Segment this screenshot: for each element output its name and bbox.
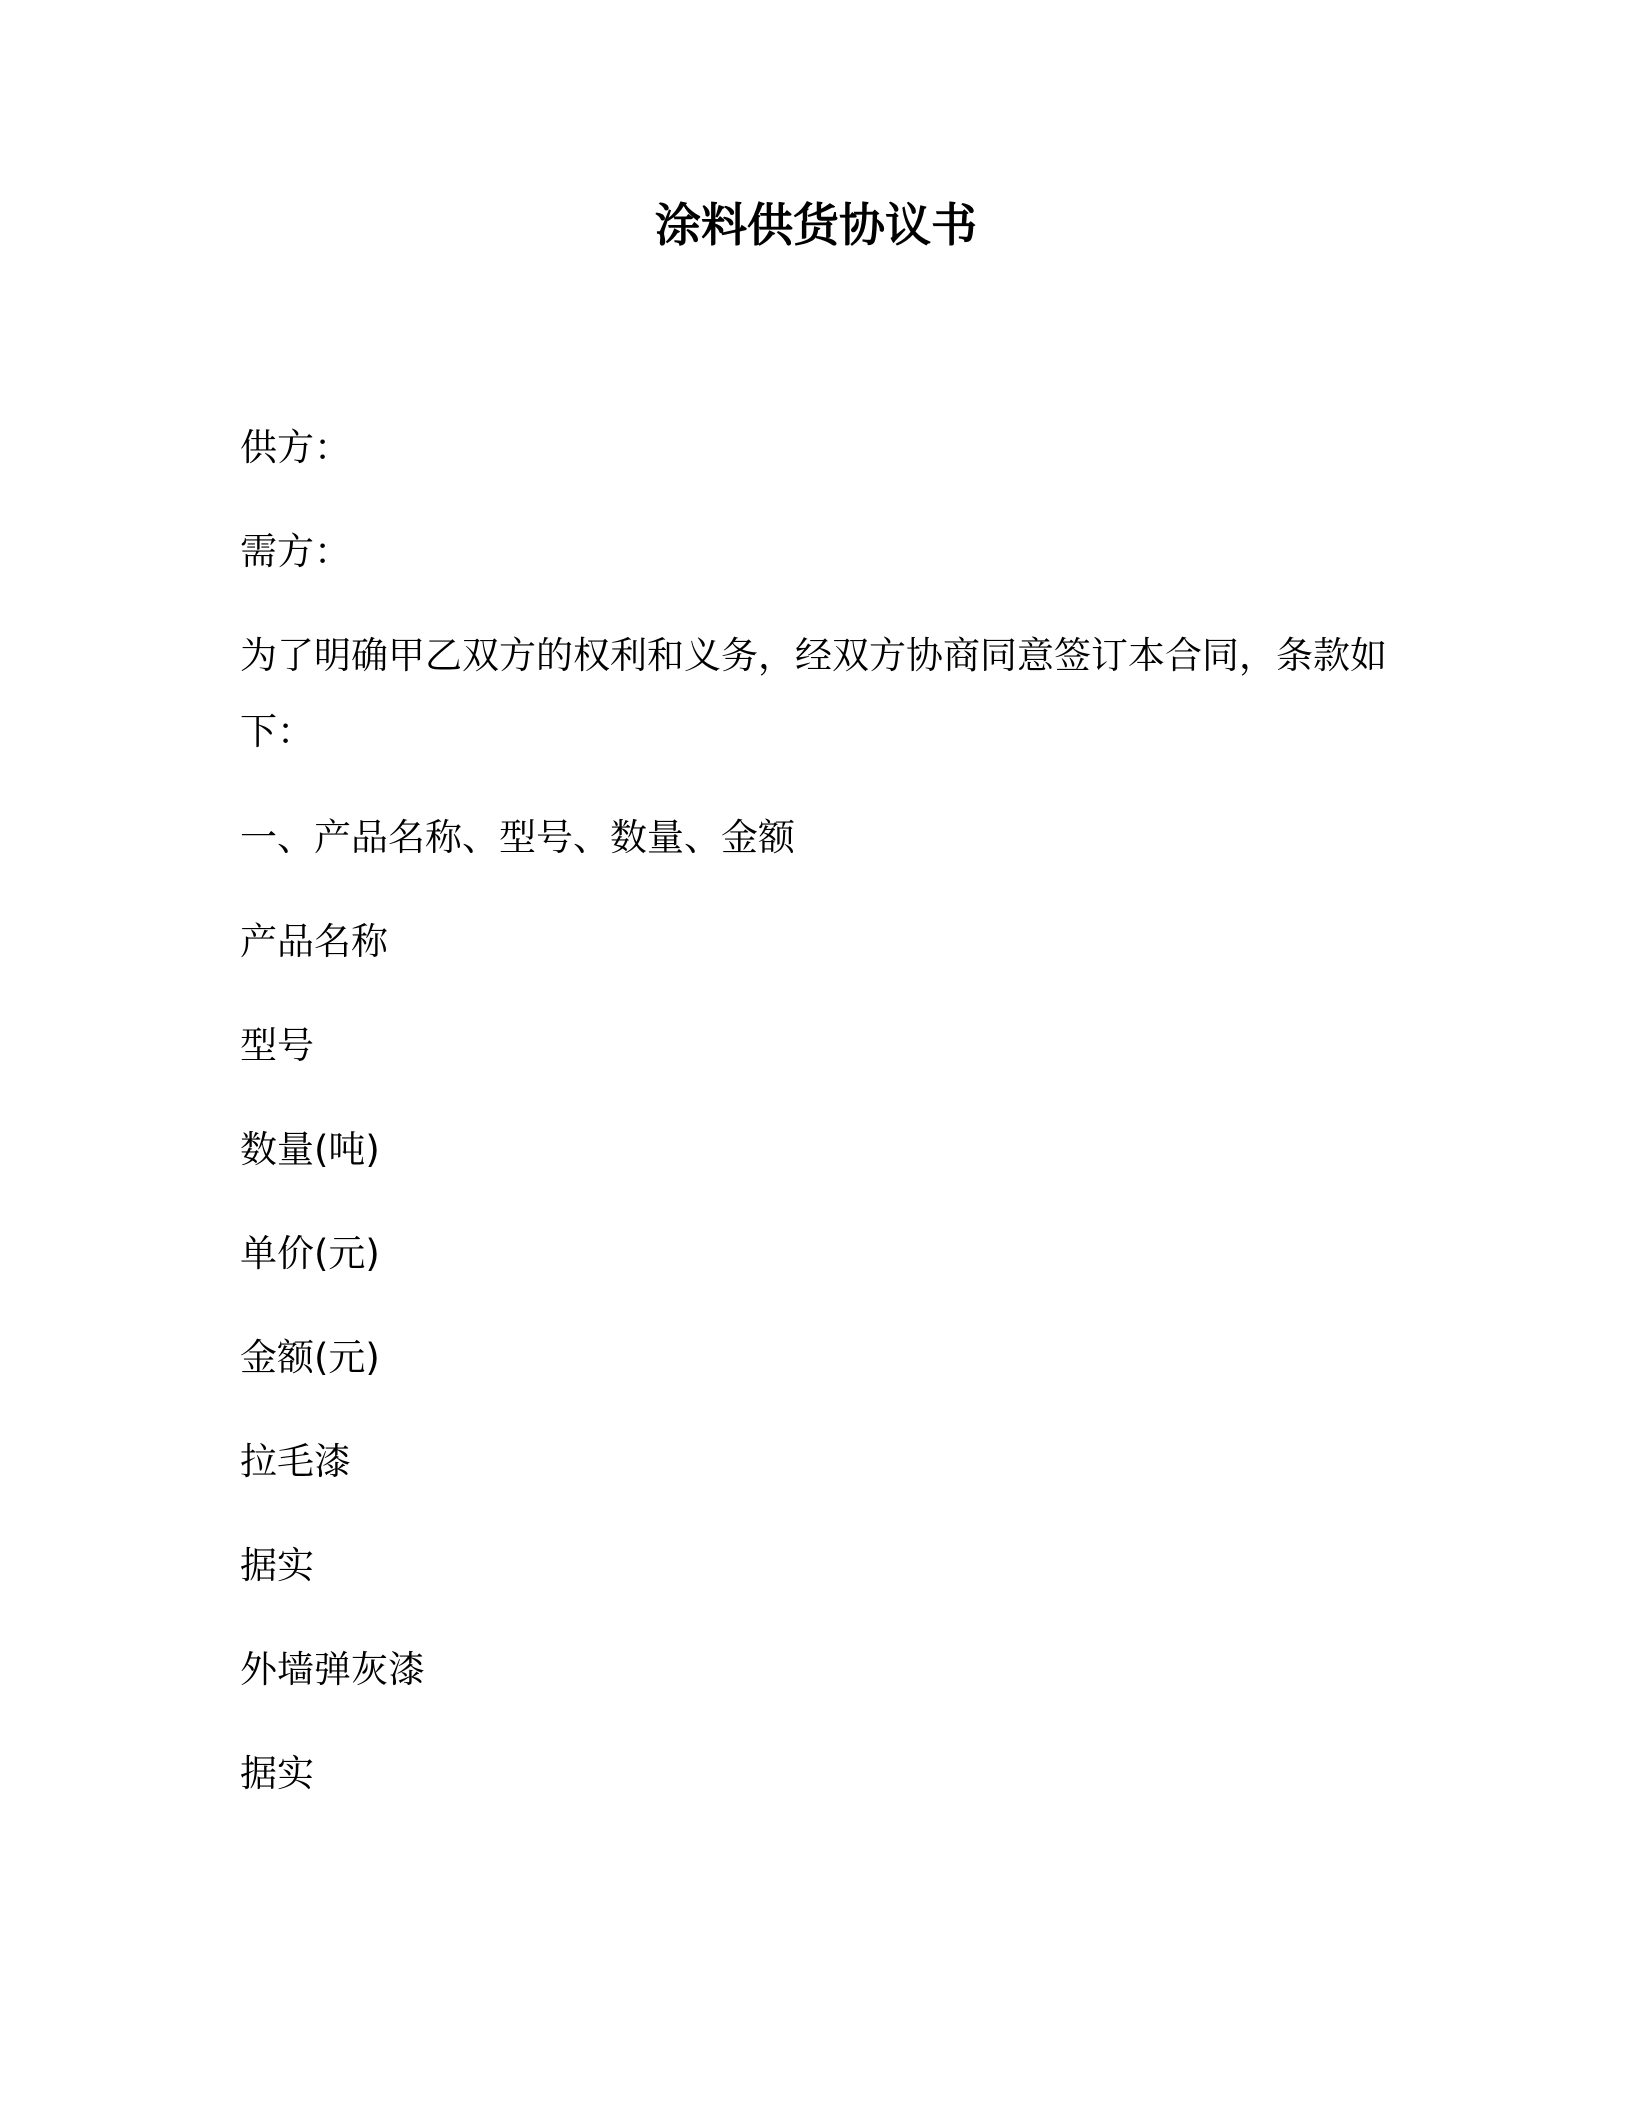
column-header-product-name: 产品名称 bbox=[240, 920, 388, 963]
column-header-quantity: 数量(吨) bbox=[240, 1128, 380, 1171]
intro-paragraph: 为了明确甲乙双方的权利和义务，经双方协商同意签订本合同，条款如下： bbox=[240, 634, 1387, 753]
column-header-model: 型号 bbox=[240, 1024, 314, 1067]
column-header-unit-price: 单价(元) bbox=[240, 1232, 380, 1275]
supplier-label: 供方： bbox=[240, 426, 351, 469]
document-title: 涂料供货协议书 bbox=[655, 198, 977, 252]
item-model: 据实 bbox=[240, 1752, 314, 1795]
item-name: 外墙弹灰漆 bbox=[240, 1648, 425, 1691]
item-model: 据实 bbox=[240, 1544, 314, 1587]
buyer-label: 需方： bbox=[240, 530, 351, 573]
item-name: 拉毛漆 bbox=[240, 1440, 351, 1483]
column-header-amount: 金额(元) bbox=[240, 1336, 380, 1379]
section-heading: 一、产品名称、型号、数量、金额 bbox=[240, 816, 795, 859]
